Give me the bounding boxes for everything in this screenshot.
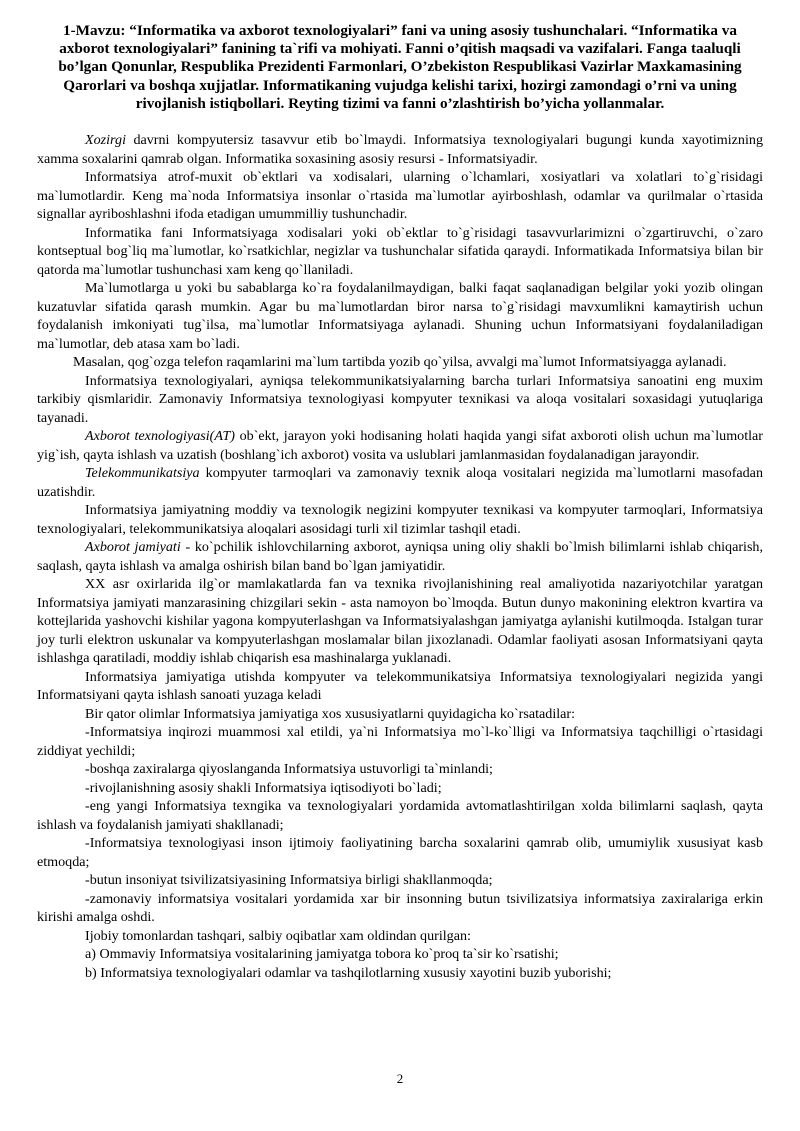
paragraph-8 [37, 464, 763, 501]
paragraph-4: Ma`lumotlarga u yoki bu sabablarga ko`ra foydalanilmaydigan, balki faqat saqlanadigan belgilar yoki yozib olingan kuzatuvlar sifatida qarash mumkin. Agar bu ma`lumotlardan biror narsa to`g`risidagi mavxumlikni kamaytirish uchun foydalanish imkoniyati tug`ilsa, ma`lumotlar Informatsiyaga aylanadi. Shuning uchun Informatsiyani foydalaniladigan ma`lumotlar, deb atasa xam bo`ladi. [37, 280, 763, 352]
paragraph-10 [37, 538, 763, 575]
paragraph-7-text: ob`ekt, jarayon yoki hodisaning holati haqida yangi sifat axboroti olish uchun ma`lumotlar yig`ish, qayta ishlash va uzatish (boshlang`ich axborot) vosita va uslublari jamlanmasidan foydalanadigan jarayondir. [37, 428, 763, 463]
list-item-3: -rivojlanishning asosiy shakli Informatsiya iqtisodiyoti bo`ladi; [85, 779, 442, 796]
paragraph-8-text: kompyuter tarmoqlari va zamonaviy texnik aloqa vositalari negizida ma`lumotlarni masofadan uzatishdir. [37, 465, 763, 500]
paragraph-10-text: - ko`pchilik ishlovchilarning axborot, ayniqsa uning oliy shakli bo`lmish bilimlarni ishlab chiqarish, saqlash, qayta ishlash va amalga oshirish bilan band bo`lgan jamiyatidir. [37, 539, 763, 574]
list-item-5: -Informatsiya texnologiyasi inson ijtimoiy faoliyatining barcha soxalarini qamrab olib, umumiylik xususiyat kasb etmoqda; [37, 835, 763, 870]
paragraph-3: Informatika fani Informatsiyaga xodisalari yoki ob`ektlar to`g`risidagi tasavvurlarimizni o`zgartiruvchi, o`zaro kontseptual bog`liq ma`lumotlar, ko`rsatkichlar, negizlar va tushunchalar sifatida qaraydi. Informatikada Informatsiya bilan bir qatorda ma`lumotlar tushunchasi xam keng qo`llaniladi. [37, 224, 763, 278]
page-number: 2 [396, 1071, 404, 1086]
term-axborot-jamiyati: Axborot jamiyati [85, 539, 181, 556]
list-item-7: -zamonaviy informatsiya vositalari yordamida xar bir insonning butun tsivilizatsiya informatsiya zaxiralariga erkin kirishi amalga oshdi. [37, 890, 763, 926]
paragraph-9: Informatsiya jamiyatning moddiy va texnologik negizini kompyuter texnikasi va kompyuter tarmoqlari, Informatsiya texnologiyalari, telekommunikatsiya aloqalari asosidagi turli xil tizimlar tashqil etadi. [37, 502, 763, 537]
paragraph-5: Masalan, qog`ozga telefon raqamlarini ma`lum tartibda yozib qo`yilsa, avvalgi ma`lumot Informatsiyagga aylanadi. [73, 354, 727, 371]
paragraph-7 [37, 427, 763, 464]
paragraph-14: Ijobiy tomonlardan tashqari, salbiy oqibatlar xam oldindan qurilgan: [85, 927, 471, 944]
paragraph-6: Informatsiya texnologiyalari, ayniqsa telekommunikatsiyalarning barcha turlari Informatsiya sanoatini eng muxim tarkibiy qismlaridir. Zamonaviy Informatsiya texnologiyasi kompyuter texnikasi va aloqa vositalari soxasidagi yutuqlariga tayanadi. [37, 372, 763, 426]
term-axborot-texnologiyasi: Axborot texnologiyasi(AT) [85, 428, 235, 445]
list-item-b: b) Informatsiya texnologiyalari odamlar va tashqilotlarning xususiy xayotini buzib yuborishi; [85, 964, 612, 981]
term-xozirgi: Xozirgi [85, 132, 126, 149]
list-item-6: -butun insoniyat tsivilizatsiyasining Informatsiya birligi shakllanmoqda; [85, 872, 493, 889]
paragraph-13: Bir qator olimlar Informatsiya jamiyatiga xos xususiyatlarni quyidagicha ko`rsatadilar: [85, 705, 576, 722]
paragraph-12: Informatsiya jamiyatiga utishda kompyuter va telekommunikatsiya Informatsiya texnologiyalari negizida yangi Informatsiyani qayta ishlash sanoati yuzaga keladi [37, 668, 763, 704]
paragraph-2: Informatsiya atrof-muxit ob`ektlari va xodisalari, ularning o`lchamlari, xosiyatlari va xolatlari to`g`risidagi ma`lumotlardir. Keng ma`noda Informatsiya insonlar o`rtasida ma`lumotlar ayirboshlash, odamlar va qurilmalar o`rtasida signallar ayriboshlashni ifoda etadigan umummilliy tushunchadir. [37, 169, 763, 223]
list-item-2: -boshqa zaxiralarga qiyoslanganda Informatsiya ustuvorligi ta`minlandi; [85, 761, 493, 778]
paragraph-1-text: davrni kompyutersiz tasavvur etib bo`lmaydi. Informatsiya texnologiyalari bugungi kunda xayotimizning xamma soxalarini qamrab olgan. Informatika soxasining asosiy resursi - Informatsiyadir. [37, 132, 763, 167]
term-telekommunikatsiya: Telekommunikatsiya [85, 465, 200, 482]
list-item-a: a) Ommaviy Informatsiya vositalarining jamiyatga tobora ko`proq ta`sir ko`rsatishi; [85, 946, 559, 963]
document-title: 1-Mavzu: “Informatika va axborot texnologiyalari” fani va uning asosiy tushunchalari. “Informatika va axborot texnologiyalari” fanining ta`rifi va mohiyati. Fanni o’qitish maqsadi va vazifalari. Fanga taaluqli bo’lgan Qonunlar, Respublika Prezidenti Farmonlari, O’zbekiston Respublikasi Vazirlar Maxkamasining Qarorlari va boshqa xujjatlar. Informatikaning vujudga kelishi tarixi, hozirgi zamondagi o’rni va uning rivojlanish istiqbollari. Reyting tizimi va fanni o’zlashtirish bo’yicha yollanmalar. [58, 22, 742, 112]
paragraph-1 [37, 131, 763, 168]
list-item-1: -Informatsiya inqirozi muammosi xal etildi, ya`ni Informatsiya mo`l-ko`lligi va Informatsiya taqchilligi o`rtasidagi ziddiyat yechildi; [37, 724, 763, 759]
paragraph-11: XX asr oxirlarida ilg`or mamlakatlarda fan va texnika rivojlanishining real amaliyotida nazariyotchilar yaratgan Informatsiya jamiyati manzarasining chizgilari sekin - asta namoyon bo`lmoqda. Butun dunyo makonining elektron kvartira va kottejlarida yashovchi kishilar yagona kompyuterlashgan va Informatsiyalashgan jamiyatga aylanishi kutilmoqda. Istalgan turar joy turli elektron uskunalar va kompyuterlashgan moslamalar bilan jixozlanadi. Odamlar faoliyati asosan Informatsiyani qayta ishlashga qaratiladi, moddiy ishlab chiqarish esa mashinalarga yuklanadi. [37, 576, 763, 667]
document-page [37, 22, 763, 982]
list-item-4: -eng yangi Informatsiya texngika va texnologiyalari yordamida avtomatlashtirilgan xolda bilimlarni saqlash, qayta ishlash va foydalanish jamiyati shakllanadi; [37, 798, 763, 833]
